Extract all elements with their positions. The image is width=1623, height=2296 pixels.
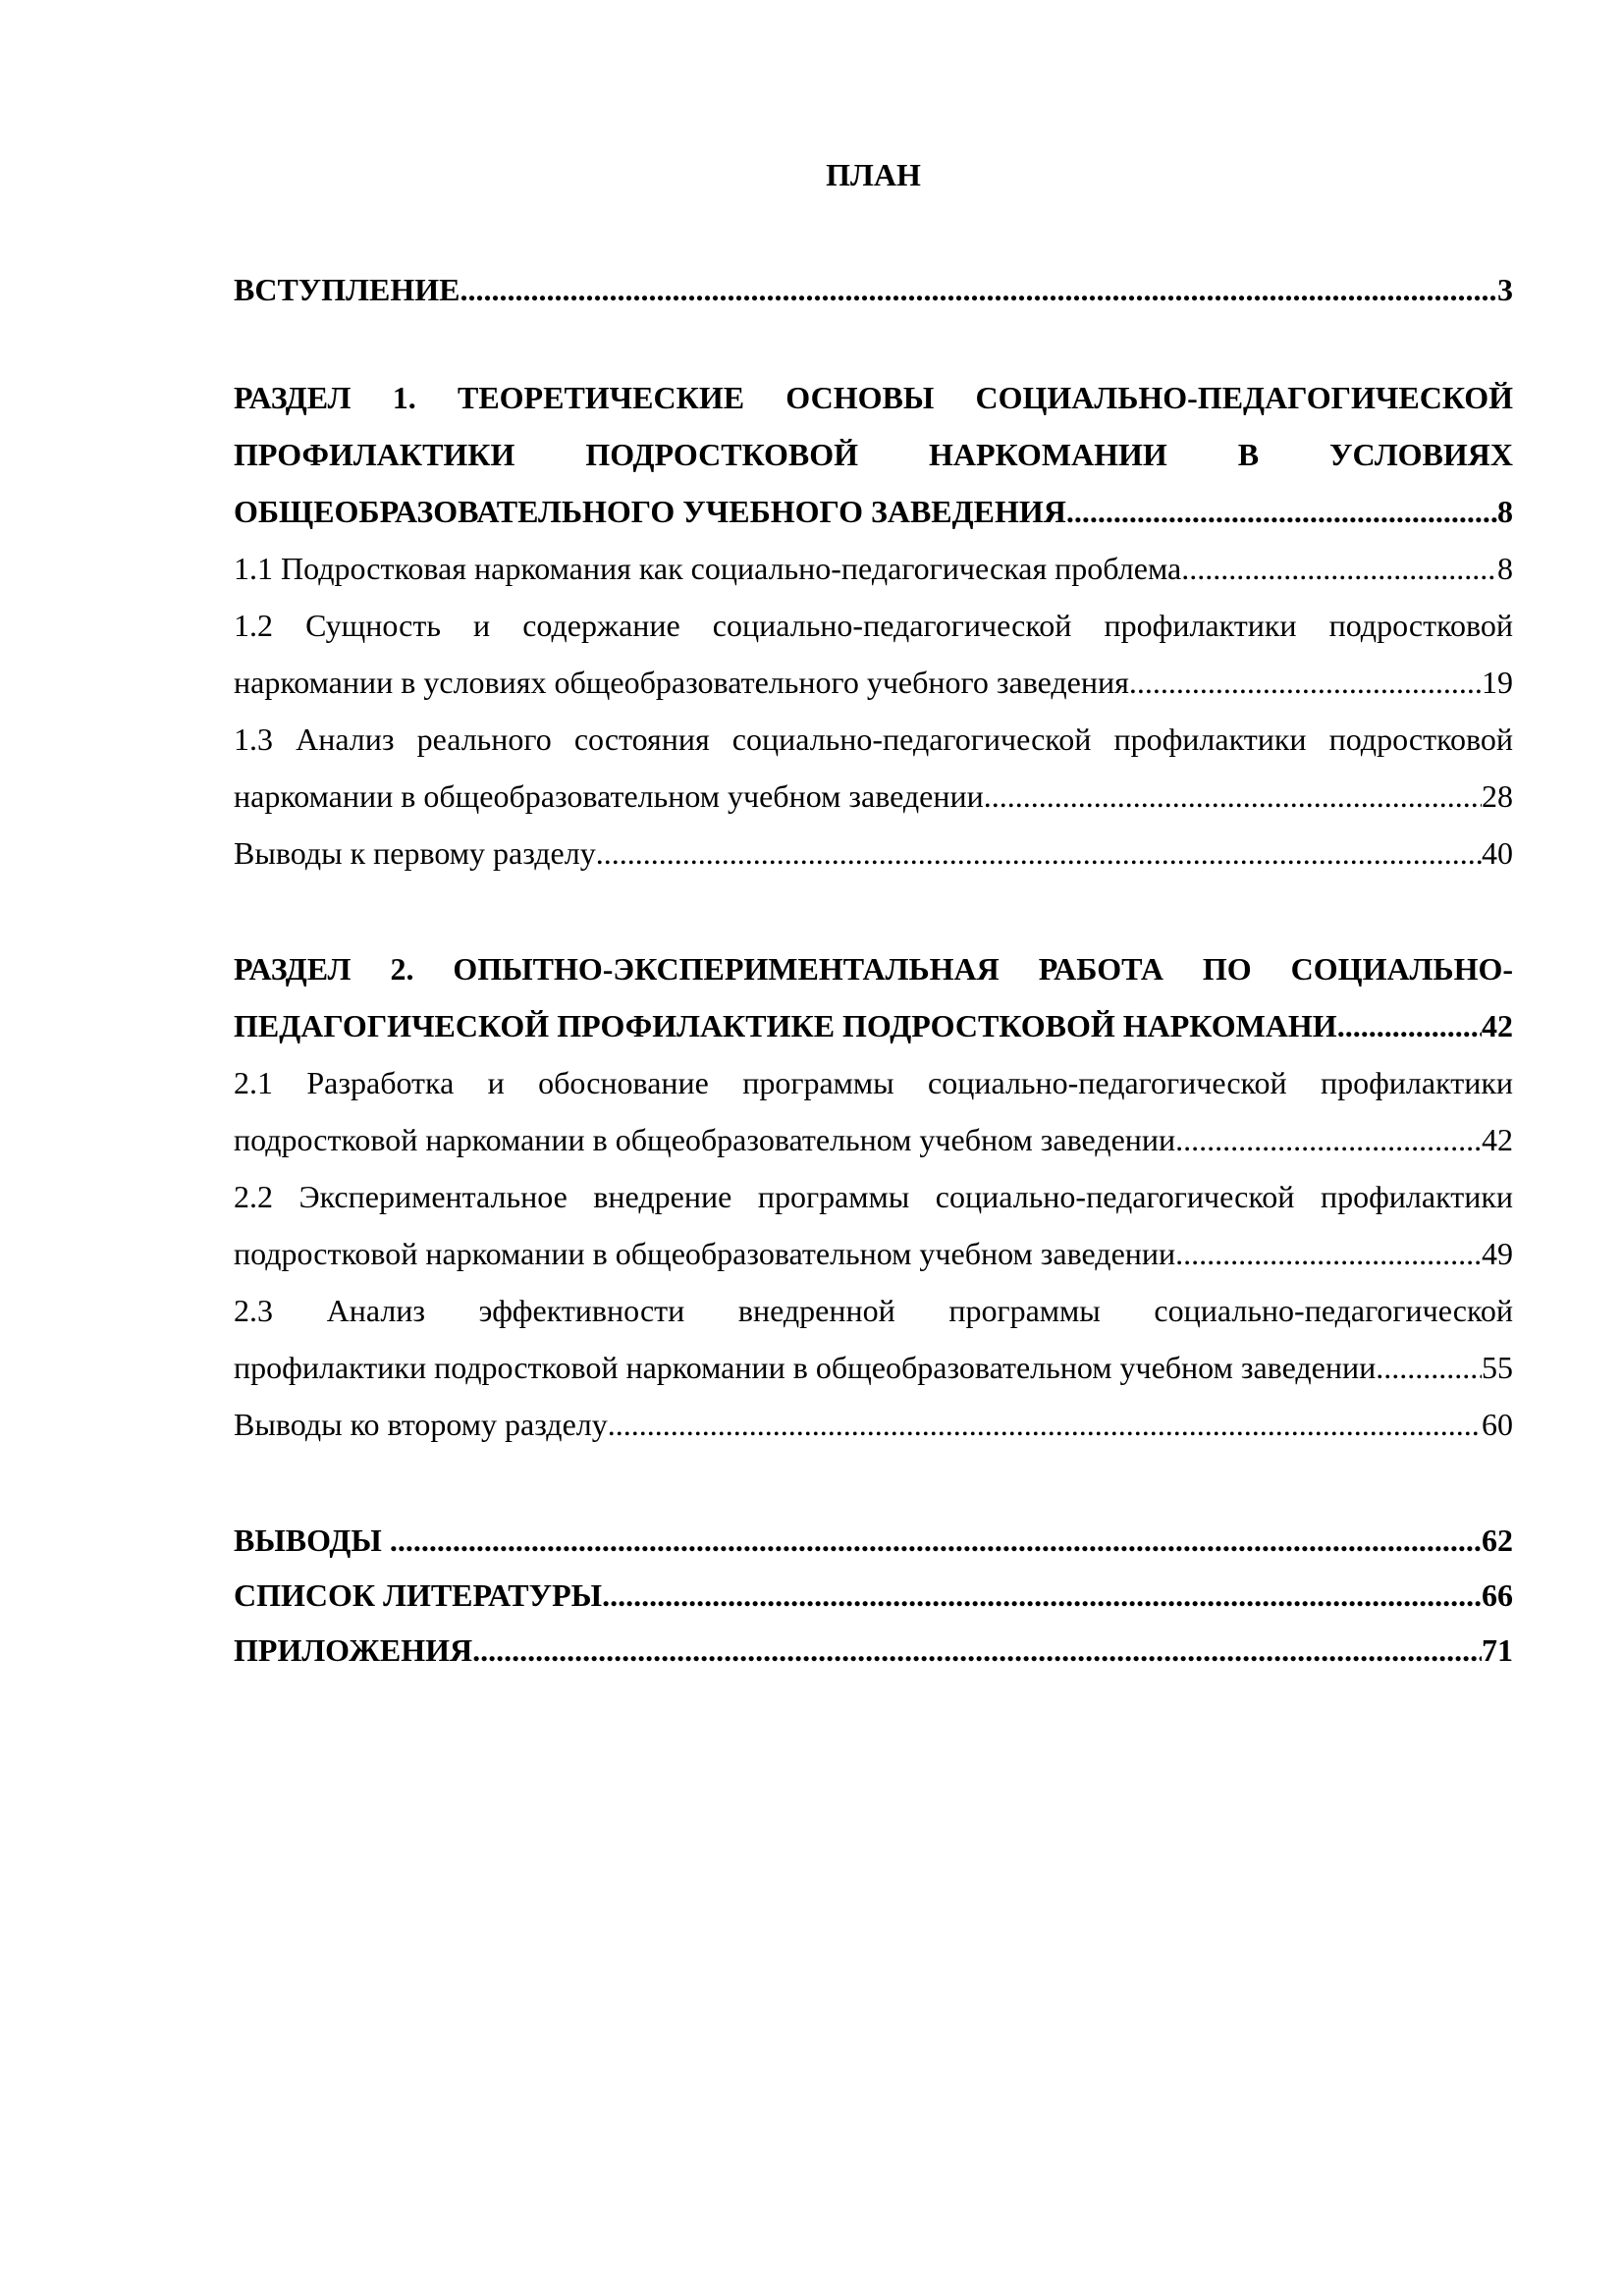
toc-subsection-2-3-line: 2.3 Анализ эффективности внедренной программы социально-педагогической: [234, 1293, 1513, 1328]
toc-entry-text: ВЫВОДЫ: [234, 1522, 390, 1558]
toc-entry-text: ПРИЛОЖЕНИЯ: [234, 1632, 473, 1668]
dot-leader: [1175, 1225, 1482, 1282]
toc-page-number: 66: [1482, 1577, 1513, 1613]
dot-leader: [608, 1396, 1482, 1453]
toc-entry-text: ПЕДАГОГИЧЕСКОЙ ПРОФИЛАКТИКЕ ПОДРОСТКОВОЙ НАРКОМАНИ: [234, 1008, 1337, 1043]
dot-leader: [1376, 1339, 1482, 1396]
toc-entry-text: Выводы к первому разделу: [234, 835, 596, 871]
toc-entry-text: подростковой наркомании в общеобразовательном учебном заведении: [234, 1236, 1176, 1271]
toc-page-number: 40: [1482, 835, 1513, 871]
toc-page-number: 19: [1482, 665, 1513, 700]
toc-subsection-2-2-line: 2.2 Экспериментальное внедрение программы социально-педагогической профилактики: [234, 1179, 1513, 1214]
toc-subsection-1-3: [234, 768, 1513, 825]
dot-leader: [984, 768, 1482, 825]
dot-leader: [1066, 483, 1497, 540]
dot-leader: [1337, 997, 1482, 1054]
dot-leader: [1181, 540, 1497, 597]
toc-entry-text: ОБЩЕОБРАЗОВАТЕЛЬНОГО УЧЕБНОГО ЗАВЕДЕНИЯ: [234, 494, 1066, 529]
toc-subsection-1-1: [234, 540, 1513, 597]
toc-subsection-2-1-line: 2.1 Разработка и обоснование программы социально-педагогической профилактики: [234, 1065, 1513, 1100]
dot-leader: [596, 825, 1482, 881]
toc-page-number: 71: [1482, 1632, 1513, 1668]
toc-page-number: 55: [1482, 1350, 1513, 1385]
toc-entry-text: ВСТУПЛЕНИЕ: [234, 272, 460, 307]
toc-subsection-2-2: [234, 1225, 1513, 1282]
toc-subsection-1-3-line: 1.3 Анализ реального состояния социально-педагогической профилактики подростковой: [234, 721, 1513, 757]
toc-page-number: 8: [1497, 551, 1513, 586]
toc-entry-text: СПИСОК ЛИТЕРАТУРЫ: [234, 1577, 603, 1613]
dot-leader: [602, 1567, 1482, 1624]
toc-subsection-1-2: [234, 654, 1513, 711]
dot-leader: [472, 1622, 1482, 1679]
toc-entry-text: 1.1 Подростковая наркомания как социально-педагогическая проблема: [234, 551, 1182, 586]
toc-entry-text: наркомании в условиях общеобразовательного учебного заведения: [234, 665, 1129, 700]
page-title: ПЛАН: [826, 157, 921, 192]
toc-section2-line: РАЗДЕЛ 2. ОПЫТНО-ЭКСПЕРИМЕНТАЛЬНАЯ РАБОТА ПО СОЦИАЛЬНО-: [234, 951, 1513, 987]
toc-section2-last-line: [234, 997, 1513, 1054]
dot-leader: [390, 1512, 1482, 1569]
toc-subsection-2-1: [234, 1111, 1513, 1168]
toc-entry-conclusions: [234, 1512, 1513, 1569]
toc-section1-conclusions: [234, 825, 1513, 881]
toc-entry-appendices: [234, 1622, 1513, 1679]
toc-section1-line: РАЗДЕЛ 1. ТЕОРЕТИЧЕСКИЕ ОСНОВЫ СОЦИАЛЬНО-ПЕДАГОГИЧЕСКОЙ: [234, 380, 1513, 415]
toc-entry-references: [234, 1567, 1513, 1624]
dot-leader: [1175, 1111, 1482, 1168]
toc-section2-conclusions: [234, 1396, 1513, 1453]
toc-page-number: 42: [1482, 1122, 1513, 1157]
toc-entry-intro: [234, 261, 1513, 318]
toc-section1-last-line: [234, 483, 1513, 540]
toc-page-number: 8: [1497, 494, 1513, 529]
toc-entry-text: Выводы ко второму разделу: [234, 1407, 608, 1442]
toc-page-number: 3: [1497, 272, 1513, 307]
toc-subsection-1-2-line: 1.2 Сущность и содержание социально-педагогической профилактики подростковой: [234, 608, 1513, 643]
toc-page-number: 62: [1482, 1522, 1513, 1558]
toc-entry-text: наркомании в общеобразовательном учебном заведении: [234, 778, 984, 814]
toc-subsection-2-3: [234, 1339, 1513, 1396]
toc-page-number: 49: [1482, 1236, 1513, 1271]
toc-section1-line: ПРОФИЛАКТИКИ ПОДРОСТКОВОЙ НАРКОМАНИИ В УСЛОВИЯХ: [234, 437, 1513, 472]
toc-page-number: 42: [1482, 1008, 1513, 1043]
toc-entry-text: подростковой наркомании в общеобразовательном учебном заведении: [234, 1122, 1176, 1157]
toc-entry-text: профилактики подростковой наркомании в общеобразовательном учебном заведении: [234, 1350, 1377, 1385]
dot-leader: [1129, 654, 1482, 711]
dot-leader: [460, 261, 1497, 318]
toc-page-number: 60: [1482, 1407, 1513, 1442]
toc-page-number: 28: [1482, 778, 1513, 814]
